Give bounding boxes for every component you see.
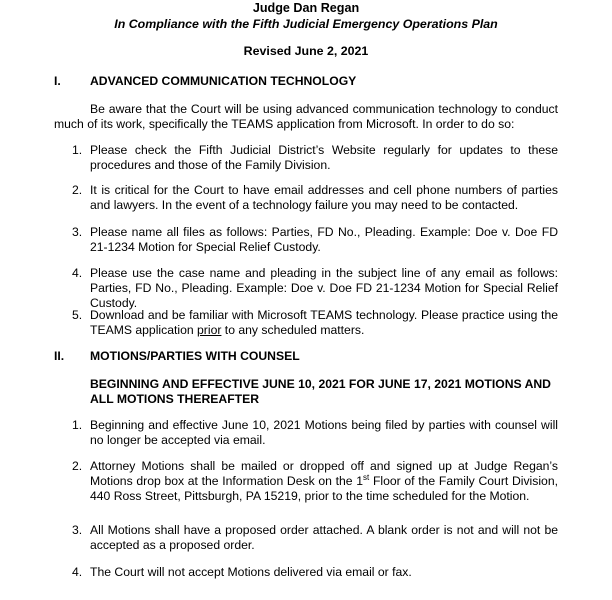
item-number: 4. <box>72 565 83 579</box>
section-1-number: I. <box>54 74 61 88</box>
item-text <box>90 308 558 338</box>
document-subtitle: In Compliance with the Fifth Judicial Emergency Operations Plan <box>114 17 498 31</box>
item-number: 1. <box>72 143 83 157</box>
item-text: All Motions shall have a proposed order attached. A blank order is not and will not be accepted as a proposed order. <box>90 523 558 552</box>
ordinal-suffix: st <box>363 473 370 482</box>
judge-name: Judge Dan Regan <box>252 1 360 15</box>
item-text-part: to any scheduled matters. <box>221 323 365 337</box>
item-number: 2. <box>72 459 83 473</box>
item-number: 4. <box>72 266 83 280</box>
item-number: 2. <box>72 183 83 197</box>
item-text: Please use the case name and pleading in the subject line of any email as follows: Parties, FD No., Pleading. Example: Doe v. Doe FD 21-1234 Motion for Special Relief Custody. <box>90 266 558 310</box>
item-number: 3. <box>72 225 83 239</box>
underlined-word: prior <box>197 323 222 337</box>
item-text-part: Download and be familiar with Microsoft TEAMS technology. Please practice using the TEAMS application <box>90 308 558 337</box>
section-2-subheading: BEGINNING AND EFFECTIVE JUNE 10, 2021 FOR JUNE 17, 2021 MOTIONS AND ALL MOTIONS THEREAFTER <box>90 377 551 406</box>
section-1-title: ADVANCED COMMUNICATION TECHNOLOGY <box>90 74 357 88</box>
item-text: The Court will not accept Motions delivered via email or fax. <box>90 565 412 579</box>
section-2-title: MOTIONS/PARTIES WITH COUNSEL <box>90 349 300 363</box>
item-text-part: Attorney Motions shall be mailed or dropped off and signed up at Judge Regan’s Motions drop box at the Information Desk on the 1 <box>90 459 558 488</box>
item-text: Please check the Fifth Judicial District’s Website regularly for updates to these procedures and those of the Family Division. <box>90 143 558 172</box>
section-1-intro-text: Be aware that the Court will be using advanced communication technology to conduct much of its work, specifically the TEAMS application from Microsoft. In order to do so: <box>54 102 558 131</box>
item-text: It is critical for the Court to have email addresses and cell phone numbers of parties and lawyers. In the event of a technology failure you may need to be contacted. <box>90 183 558 212</box>
item-text <box>90 459 558 504</box>
revision-date: Revised June 2, 2021 <box>243 44 369 58</box>
item-text: Please name all files as follows: Parties, FD No., Pleading. Example: Doe v. Doe FD 21-1234 Motion for Special Relief Custody. <box>90 225 558 254</box>
section-2-number: II. <box>54 349 65 363</box>
item-text: Beginning and effective June 10, 2021 Motions being filed by parties with counsel will no longer be accepted via email. <box>90 418 558 447</box>
section-1-intro <box>54 102 558 132</box>
item-number: 3. <box>72 523 83 537</box>
item-text-part: Floor of the Family Court Division, 440 Ross Street, Pittsburgh, PA 15219, prior to the time scheduled for the Motion. <box>90 474 559 503</box>
item-number: 1. <box>72 418 83 432</box>
item-number: 5. <box>72 308 83 322</box>
